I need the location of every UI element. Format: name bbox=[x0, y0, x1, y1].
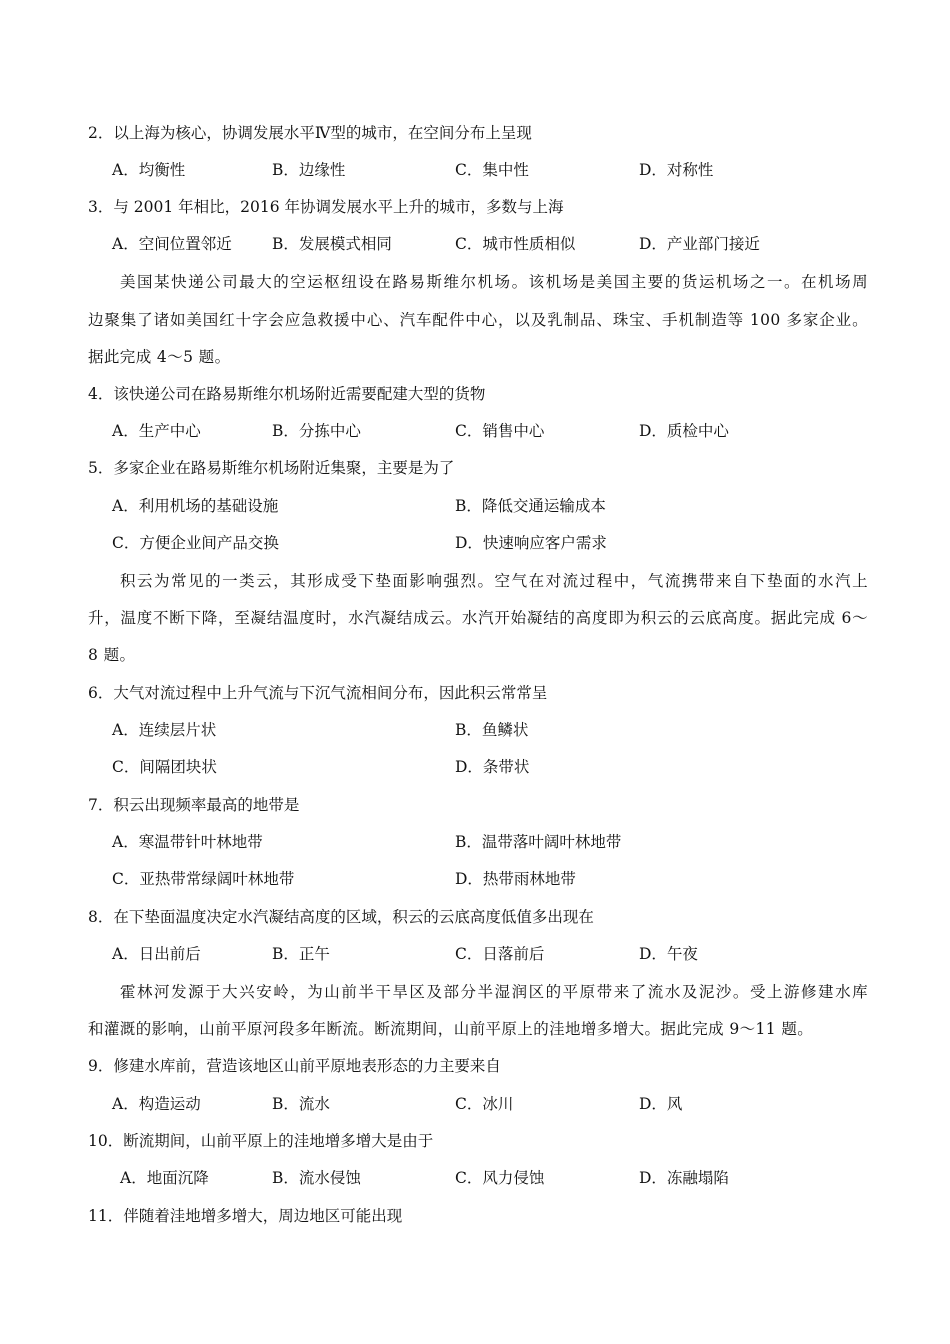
question-10-option-b: B．流水侵蚀 bbox=[272, 1169, 361, 1187]
passage-3-line-1: 霍林河发源于大兴安岭，为山前半干旱区及部分半湿润区的平原带来了流水及泥沙。受上游修建水库 bbox=[120, 983, 868, 1001]
passage-3-line-2: 和灌溉的影响，山前平原河段多年断流。断流期间，山前平原上的洼地增多增大。据此完成 9～11 题。 bbox=[88, 1020, 814, 1038]
question-8-option-c: C．日落前后 bbox=[455, 945, 545, 963]
question-5-option-b: B．降低交通运输成本 bbox=[455, 497, 606, 515]
passage-1-line-2: 边聚集了诸如美国红十字会应急救援中心、汽车配件中心，以及乳制品、珠宝、手机制造等 100 多家企业。 bbox=[88, 311, 868, 329]
question-8-option-a: A．日出前后 bbox=[112, 945, 201, 963]
question-8-stem: 8．在下垫面温度决定水汽凝结高度的区域，积云的云底高度低值多出现在 bbox=[88, 908, 594, 926]
question-3-option-c: C．城市性质相似 bbox=[455, 235, 576, 253]
question-7-option-c: C．亚热带常绿阔叶林地带 bbox=[112, 870, 295, 888]
question-4-stem: 4．该快递公司在路易斯维尔机场附近需要配建大型的货物 bbox=[88, 385, 486, 403]
question-3-stem: 3．与 2001 年相比，2016 年协调发展水平上升的城市，多数与上海 bbox=[88, 198, 564, 216]
question-3-option-b: B．发展模式相同 bbox=[272, 235, 392, 253]
passage-2-line-3: 8 题。 bbox=[88, 646, 136, 664]
question-6-option-a: A．连续层片状 bbox=[112, 721, 217, 739]
question-5-option-c: C．方便企业间产品交换 bbox=[112, 534, 279, 552]
question-3-option-d: D．产业部门接近 bbox=[639, 235, 760, 253]
question-4-option-a: A．生产中心 bbox=[112, 422, 201, 440]
question-4-option-b: B．分拣中心 bbox=[272, 422, 361, 440]
question-9-option-b: B．流水 bbox=[272, 1095, 330, 1113]
question-10-stem: 10．断流期间，山前平原上的洼地增多增大是由于 bbox=[88, 1132, 434, 1150]
question-8-option-d: D．午夜 bbox=[639, 945, 698, 963]
question-9-stem: 9．修建水库前，营造该地区山前平原地表形态的力主要来自 bbox=[88, 1057, 501, 1075]
question-7-option-d: D．热带雨林地带 bbox=[455, 870, 576, 888]
question-4-option-c: C．销售中心 bbox=[455, 422, 545, 440]
question-4-option-d: D．质检中心 bbox=[639, 422, 729, 440]
question-9-option-d: D．风 bbox=[639, 1095, 683, 1113]
question-9-option-c: C．冰川 bbox=[455, 1095, 514, 1113]
passage-1-line-1: 美国某快递公司最大的空运枢纽设在路易斯维尔机场。该机场是美国主要的货运机场之一。在机场周 bbox=[120, 273, 868, 291]
question-2-option-a: A．均衡性 bbox=[112, 161, 186, 179]
question-6-stem: 6．大气对流过程中上升气流与下沉气流相间分布，因此积云常常呈 bbox=[88, 684, 548, 702]
passage-1-line-3: 据此完成 4～5 题。 bbox=[88, 348, 231, 366]
question-5-option-a: A．利用机场的基础设施 bbox=[112, 497, 279, 515]
question-2-option-d: D．对称性 bbox=[639, 161, 714, 179]
question-10-option-a: A．地面沉降 bbox=[120, 1169, 209, 1187]
question-10-option-d: D．冻融塌陷 bbox=[639, 1169, 729, 1187]
question-6-option-d: D．条带状 bbox=[455, 758, 530, 776]
question-2-option-c: C．集中性 bbox=[455, 161, 529, 179]
question-5-stem: 5．多家企业在路易斯维尔机场附近集聚，主要是为了 bbox=[88, 459, 455, 477]
question-6-option-b: B．鱼鳞状 bbox=[455, 721, 529, 739]
question-7-option-b: B．温带落叶阔叶林地带 bbox=[455, 833, 622, 851]
question-9-option-a: A．构造运动 bbox=[112, 1095, 201, 1113]
question-2-option-b: B．边缘性 bbox=[272, 161, 346, 179]
passage-2-line-2: 升，温度不断下降，至凝结温度时，水汽凝结成云。水汽开始凝结的高度即为积云的云底高度。据此完成 6～ bbox=[88, 609, 868, 627]
question-10-option-c: C．风力侵蚀 bbox=[455, 1169, 545, 1187]
question-7-stem: 7．积云出现频率最高的地带是 bbox=[88, 796, 300, 814]
question-2-stem: 2．以上海为核心，协调发展水平Ⅳ型的城市，在空间分布上呈现 bbox=[88, 124, 532, 142]
question-5-option-d: D．快速响应客户需求 bbox=[455, 534, 607, 552]
question-8-option-b: B．正午 bbox=[272, 945, 330, 963]
question-11-stem: 11．伴随着洼地增多增大，周边地区可能出现 bbox=[88, 1207, 403, 1225]
question-7-option-a: A．寒温带针叶林地带 bbox=[112, 833, 263, 851]
question-3-option-a: A．空间位置邻近 bbox=[112, 235, 232, 253]
question-6-option-c: C．间隔团块状 bbox=[112, 758, 217, 776]
passage-2-line-1: 积云为常见的一类云，其形成受下垫面影响强烈。空气在对流过程中，气流携带来自下垫面的水汽上 bbox=[120, 572, 868, 590]
